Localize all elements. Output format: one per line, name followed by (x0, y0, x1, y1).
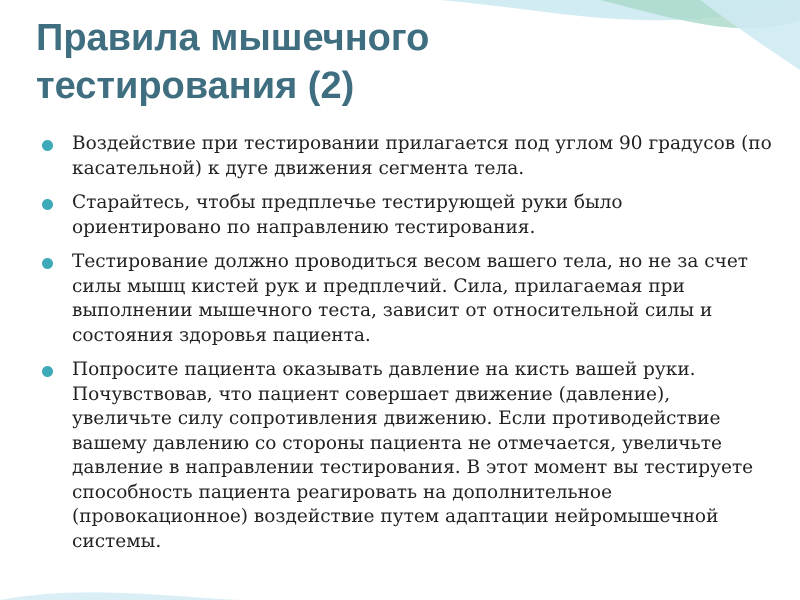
bullet-item (42, 358, 772, 554)
bullet-item (42, 191, 772, 240)
bullet-list (42, 132, 772, 564)
slide-title-line-2: тестирования (2) (36, 65, 355, 107)
bullet-text: Старайтесь, чтобы предплечье тестирующей руки было ориентировано по направлению тестирования. (72, 192, 623, 238)
bullet-text: Воздействие при тестировании прилагается под углом 90 градусов (по касательной) к дуге движения сегмента тела. (72, 133, 772, 179)
slide-title (36, 14, 656, 110)
bullet-dot-icon (42, 199, 53, 210)
bullet-text: Тестирование должно проводиться весом вашего тела, но не за счет силы мышц кистей рук и предплечий. Сила, прилагаемая при выполнении мышечного теста, зависит от относительной силы и состояния здоровья пациента. (72, 251, 749, 346)
bullet-item (42, 250, 772, 348)
bullet-text: Попросите пациента оказывать давление на кисть вашей руки. Почувствовав, что пациент совершает движение (давление), увеличьте силу сопротивления движению. Если противодействие вашему давлению со стороны пациента не отмечается, увеличьте давление в направлении тестирования. В этот момент вы тестируете способность пациента реагировать на дополнительное (провокационное) воздействие путем адаптации нейромышечной системы. (72, 359, 754, 552)
bullet-dot-icon (42, 258, 53, 269)
bullet-item (42, 132, 772, 181)
bullet-dot-icon (42, 140, 53, 151)
bullet-dot-icon (42, 366, 53, 377)
slide-title-line-1: Правила мышечного (36, 17, 430, 59)
